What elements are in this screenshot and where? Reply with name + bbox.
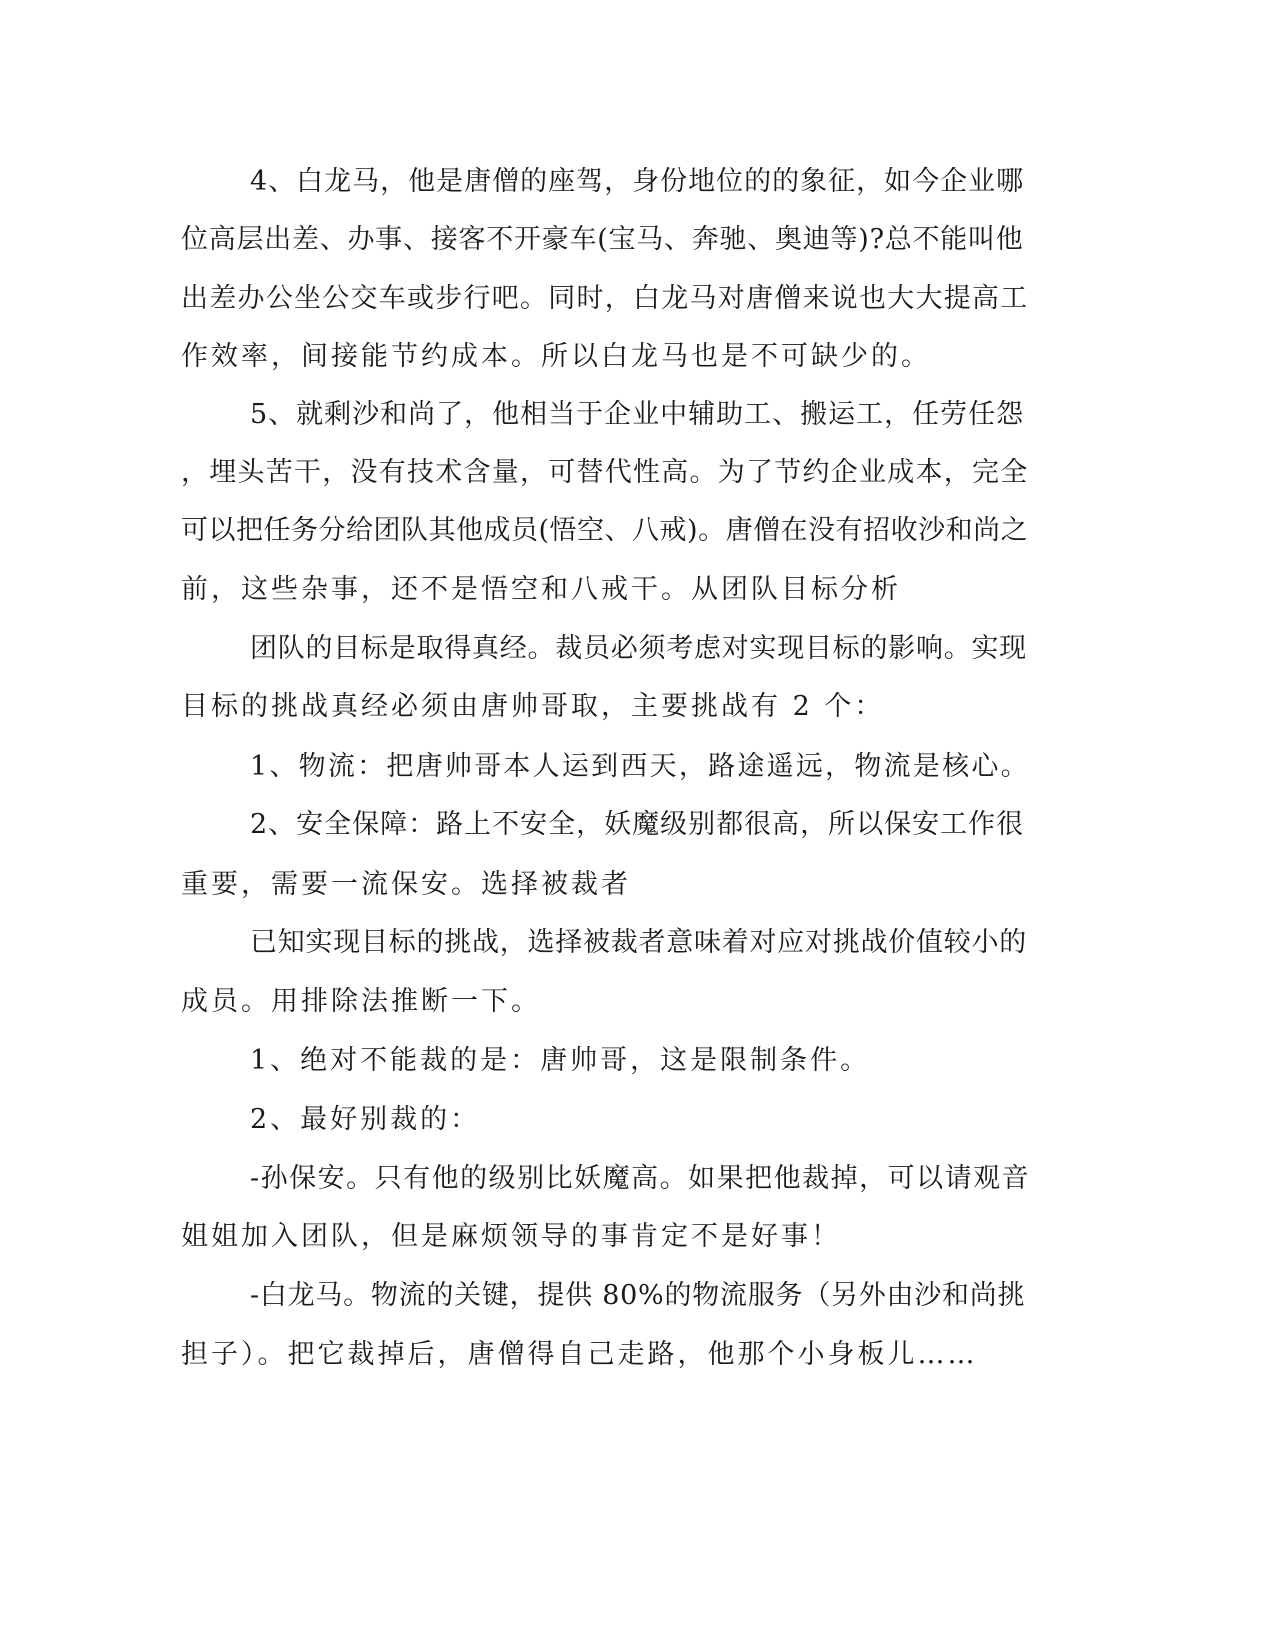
paragraph-line-14: 已知实现目标的挑战，选择被裁者意味着对应对挑战价值较小的 <box>250 927 1027 958</box>
paragraph-line-8: 前，这些杂事，还不是悟空和八戒干。从团队目标分析 <box>181 574 901 605</box>
paragraph-line-15: 成员。用排除法推断一下。 <box>181 986 541 1017</box>
paragraph-line-7: 可以把任务分给团队其他成员(悟空、八戒)。唐僧在没有招收沙和尚之 <box>181 515 1029 546</box>
paragraph-line-9: 团队的目标是取得真经。裁员必须考虑对实现目标的影响。实现 <box>250 633 1027 664</box>
paragraph-line-12: 2、安全保障：路上不安全，妖魔级别都很高，所以保安工作很 <box>250 809 1025 840</box>
paragraph-line-2: 位高层出差、办事、接客不开豪车(宝马、奔驰、奥迪等)?总不能叫他 <box>181 224 1024 255</box>
paragraph-line-5: 5、就剩沙和尚了，他相当于企业中辅助工、搬运工，任劳任怨 <box>250 399 1025 430</box>
paragraph-line-1: 4、白龙马，他是唐僧的座驾，身份地位的的象征，如今企业哪 <box>250 166 1025 197</box>
paragraph-line-16: 1、绝对不能裁的是：唐帅哥，这是限制条件。 <box>250 1045 871 1076</box>
paragraph-line-6: ，埋头苦干，没有技术含量，可替代性高。为了节约企业成本，完全 <box>181 457 1029 488</box>
paragraph-line-13: 重要，需要一流保安。选择被裁者 <box>181 869 631 900</box>
paragraph-line-20: -白龙马。物流的关键，提供 80%的物流服务（另外由沙和尚挑 <box>250 1280 1026 1311</box>
paragraph-line-4: 作效率，间接能节约成本。所以白龙马也是不可缺少的。 <box>181 341 931 372</box>
paragraph-line-21: 担子）。把它裁掉后，唐僧得自己走路，他那个小身板儿…… <box>181 1339 978 1370</box>
paragraph-line-11: 1、物流：把唐帅哥本人运到西天，路途遥远，物流是核心。 <box>250 751 1030 782</box>
paragraph-line-17: 2、最好别裁的： <box>250 1104 481 1135</box>
paragraph-line-19: 姐姐加入团队，但是麻烦领导的事肯定不是好事！ <box>181 1221 841 1252</box>
paragraph-line-10: 目标的挑战真经必须由唐帅哥取，主要挑战有 2 个： <box>181 691 885 722</box>
paragraph-line-18: -孙保安。只有他的级别比妖魔高。如果把他裁掉，可以请观音 <box>250 1163 1031 1194</box>
paragraph-line-3: 出差办公坐公交车或步行吧。同时，白龙马对唐僧来说也大大提高工 <box>181 283 1029 314</box>
